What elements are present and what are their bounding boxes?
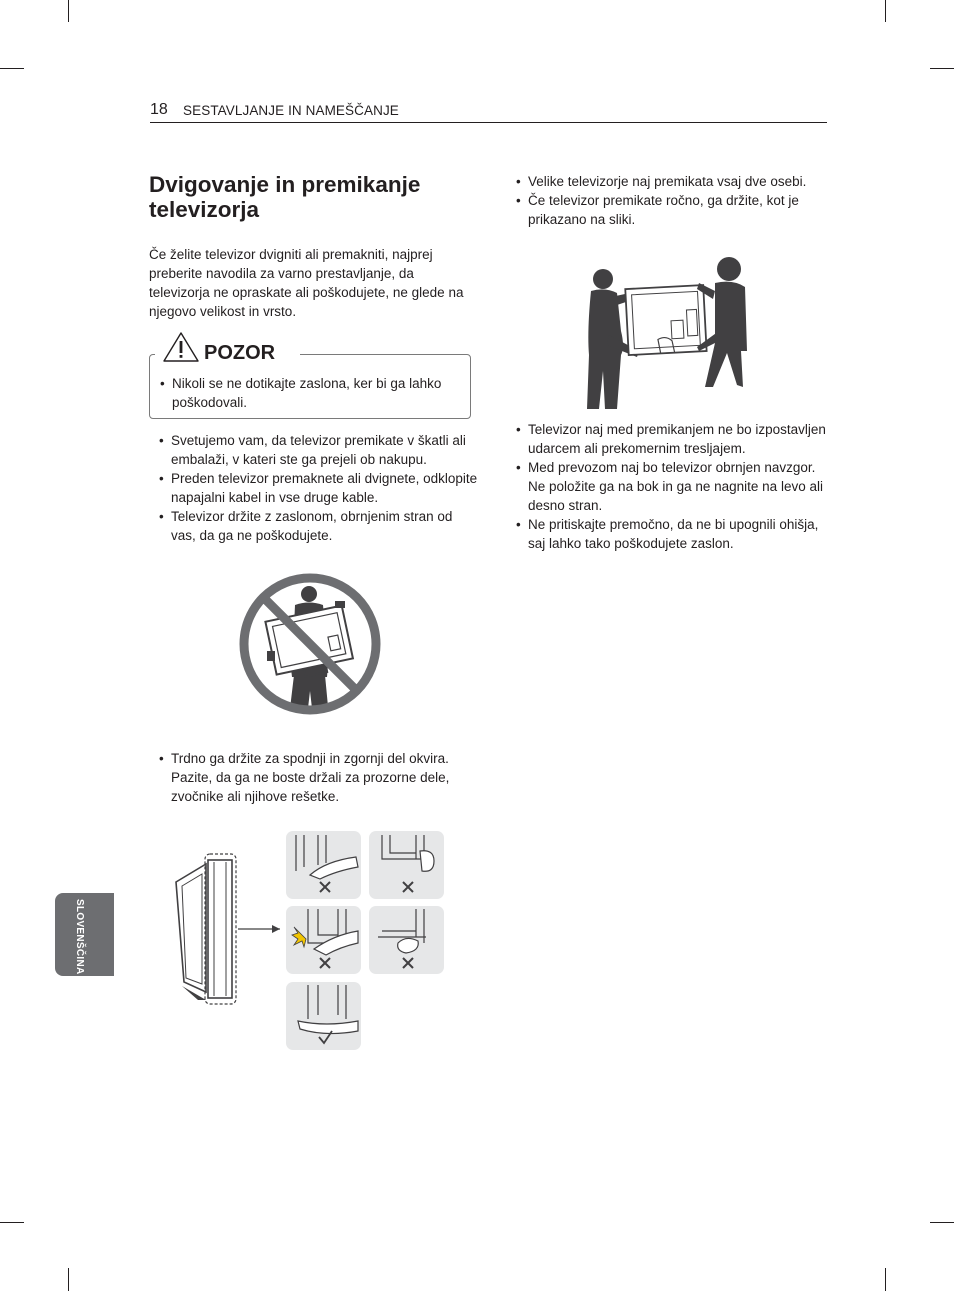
intro-paragraph: Če želite televizor dvigniti ali premakniti, najprej preberite navodila za varno prestavljanje, da televizorja ne opraskate ali poškodujete, ne glede na njegovo velikost in vrsto. xyxy=(149,247,464,319)
caution-label: POZOR xyxy=(204,342,276,364)
page-number: 18 xyxy=(150,101,168,118)
list-item: • Svetujemo vam, da televizor premikate v škatli ali embalaži, v kateri ste ga prejeli ob nakupu. xyxy=(159,431,479,469)
caution-item: • Nikoli se ne dotikajte zaslona, ker bi ga lahko poškodovali. xyxy=(160,374,460,412)
crop-mark xyxy=(68,0,69,22)
cross-icon xyxy=(320,882,413,968)
list-item: • Med prevozom naj bo televizor obrnjen navzgor. Ne položite ga na bok in ga ne nagnite na levo ali desno stran. xyxy=(516,458,826,515)
language-label: SLOVENŠČINA xyxy=(74,899,85,975)
crop-mark xyxy=(930,68,954,69)
list-item: • Velike televizorje naj premikata vsaj dve osebi. xyxy=(516,172,831,191)
bullet-list-moving xyxy=(159,431,479,545)
caution-list xyxy=(160,374,460,412)
crop-mark xyxy=(885,0,886,22)
list-item: • Če televizor premikate ročno, ga držite, kot je prikazano na sliki. xyxy=(516,191,831,229)
two-person-carry-illustration xyxy=(587,251,747,411)
bullet-list-grip xyxy=(159,749,479,806)
crop-mark xyxy=(0,68,24,69)
page-title: Dvigovanje in premikanje televizorja xyxy=(149,172,421,222)
section-title: SESTAVLJANJE IN NAMEŠČANJE xyxy=(183,103,399,118)
crop-mark xyxy=(885,1268,886,1291)
list-item: • Televizor naj med premikanjem ne bo izpostavljen udarcem ali prekomernim tresljajem. xyxy=(516,420,826,458)
warning-triangle-icon xyxy=(162,331,200,363)
crop-mark xyxy=(0,1222,24,1223)
language-tab xyxy=(55,893,114,976)
page-header xyxy=(150,100,827,123)
list-item: • Trdno ga držite za spodnji in zgornji del okvira. Pazite, da ga ne boste držali za prozorne dele, zvočnike ali njihove rešetke. xyxy=(159,749,479,806)
list-item: • Preden televizor premaknete ali dvignete, odklopite napajalni kabel in vse druge kable. xyxy=(159,469,479,507)
bullet-list-transport xyxy=(516,420,826,553)
crop-mark xyxy=(930,1222,954,1223)
crop-mark xyxy=(68,1268,69,1291)
list-item: • Televizor držite z zaslonom, obrnjenim stran od vas, da ga ne poškodujete. xyxy=(159,507,479,545)
tv-frame-illustration xyxy=(172,852,282,1012)
prohibited-carry-illustration xyxy=(237,571,383,717)
bullet-list-two-persons xyxy=(516,172,831,229)
list-item: • Ne pritiskajte premočno, da ne bi upognili ohišja, saj lahko tako poškodujete zaslon. xyxy=(516,515,826,553)
grip-tiles-drawings xyxy=(286,831,446,1053)
